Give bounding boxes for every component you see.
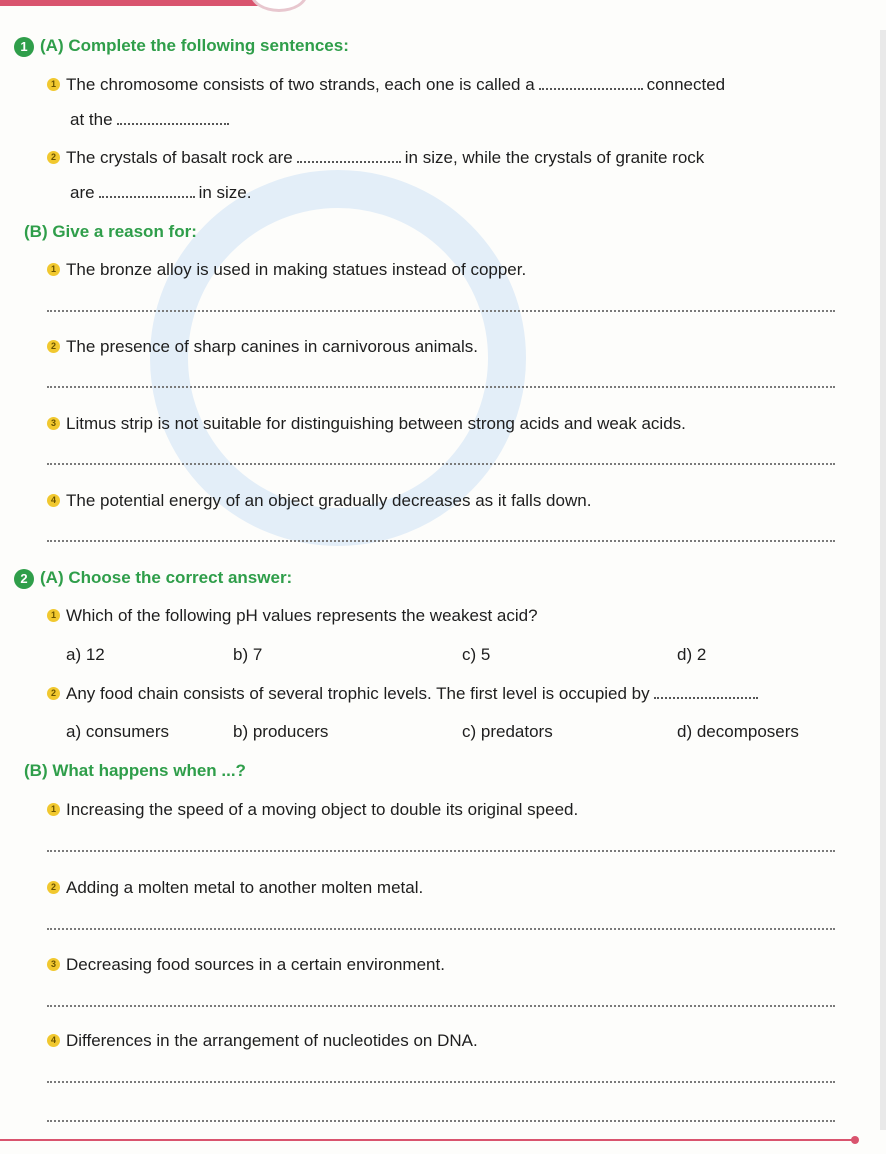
bottom-decor-dot [851,1136,859,1144]
q1b-item1 [47,260,526,280]
q1a-item1 [47,75,725,95]
q2a-item2 [47,684,762,704]
q1a-item2-line2 [70,183,252,203]
q2-partA-title: (A) Choose the correct answer: [40,568,293,587]
answer-line[interactable] [47,540,835,542]
blank-line[interactable] [99,184,195,198]
q2a-item1 [47,606,538,626]
sentence-text: connected [646,75,726,94]
option-c[interactable]: c) predators [462,722,553,741]
blank-line[interactable] [654,685,758,699]
bottom-decor-line [0,1139,856,1141]
item-number-badge: 1 [47,609,60,622]
item-number-badge: 3 [47,417,60,430]
question-text: Increasing the speed of a moving object to double its original speed. [66,800,579,819]
question-text: The presence of sharp canines in carnivorous animals. [66,337,478,356]
option-d[interactable]: d) 2 [677,645,707,664]
answer-line[interactable] [47,310,835,312]
q2-heading [14,568,292,589]
question-text: The potential energy of an object gradually decreases as it falls down. [66,491,592,510]
answer-line[interactable] [47,928,835,930]
question-text: Differences in the arrangement of nucleotides on DNA. [66,1031,478,1050]
answer-line[interactable] [47,1120,835,1122]
q1a-item1-line2 [70,110,233,130]
answer-line[interactable] [47,1081,835,1083]
blank-line[interactable] [117,111,229,125]
option-a[interactable]: a) 12 [66,645,105,664]
item-number-badge: 2 [47,340,60,353]
item-number-badge: 4 [47,494,60,507]
question-text: Decreasing food sources in a certain environment. [66,955,445,974]
q1-heading [14,36,349,57]
question-text: Adding a molten metal to another molten metal. [66,878,424,897]
item-number-badge: 3 [47,958,60,971]
q2-partB-title: (B) What happens when ...? [24,761,246,780]
item-number-badge: 1 [47,803,60,816]
q2b-item3 [47,955,445,975]
q2b-item1 [47,800,578,820]
blank-line[interactable] [539,76,643,90]
q2b-item2 [47,878,423,898]
answer-line[interactable] [47,386,835,388]
question-text: Litmus strip is not suitable for distinguishing between strong acids and weak acids. [66,414,686,433]
sentence-text: in size, while the crystals of granite rock [404,148,705,167]
item-number-badge: 2 [47,881,60,894]
option-b[interactable]: b) producers [233,722,329,741]
blank-line[interactable] [297,149,401,163]
sentence-text: The crystals of basalt rock are [66,148,293,167]
answer-line[interactable] [47,850,835,852]
question-text: Which of the following pH values represents the weakest acid? [66,606,538,625]
q1b-item2 [47,337,478,357]
q1a-item2 [47,148,704,168]
answer-line[interactable] [47,463,835,465]
item-number-badge: 1 [47,78,60,91]
q2b-item4 [47,1031,478,1051]
q1b-item3 [47,414,686,434]
q1-partB-title: (B) Give a reason for: [24,222,197,241]
sentence-text: are [70,183,95,202]
option-d[interactable]: d) decomposers [677,722,799,741]
sentence-text: at the [70,110,113,129]
q1-partA-title: (A) Complete the following sentences: [40,36,349,55]
q1-number: 1 [14,37,34,57]
item-number-badge: 1 [47,263,60,276]
sentence-text: in size. [198,183,252,202]
answer-line[interactable] [47,1005,835,1007]
option-a[interactable]: a) consumers [66,722,169,741]
item-number-badge: 4 [47,1034,60,1047]
option-b[interactable]: b) 7 [233,645,263,664]
question-text: Any food chain consists of several trophic levels. The first level is occupied by [66,684,650,703]
item-number-badge: 2 [47,151,60,164]
q1b-item4 [47,491,591,511]
option-c[interactable]: c) 5 [462,645,491,664]
question-text: The bronze alloy is used in making statues instead of copper. [66,260,527,279]
item-number-badge: 2 [47,687,60,700]
sentence-text: The chromosome consists of two strands, each one is called a [66,75,535,94]
q2-number: 2 [14,569,34,589]
